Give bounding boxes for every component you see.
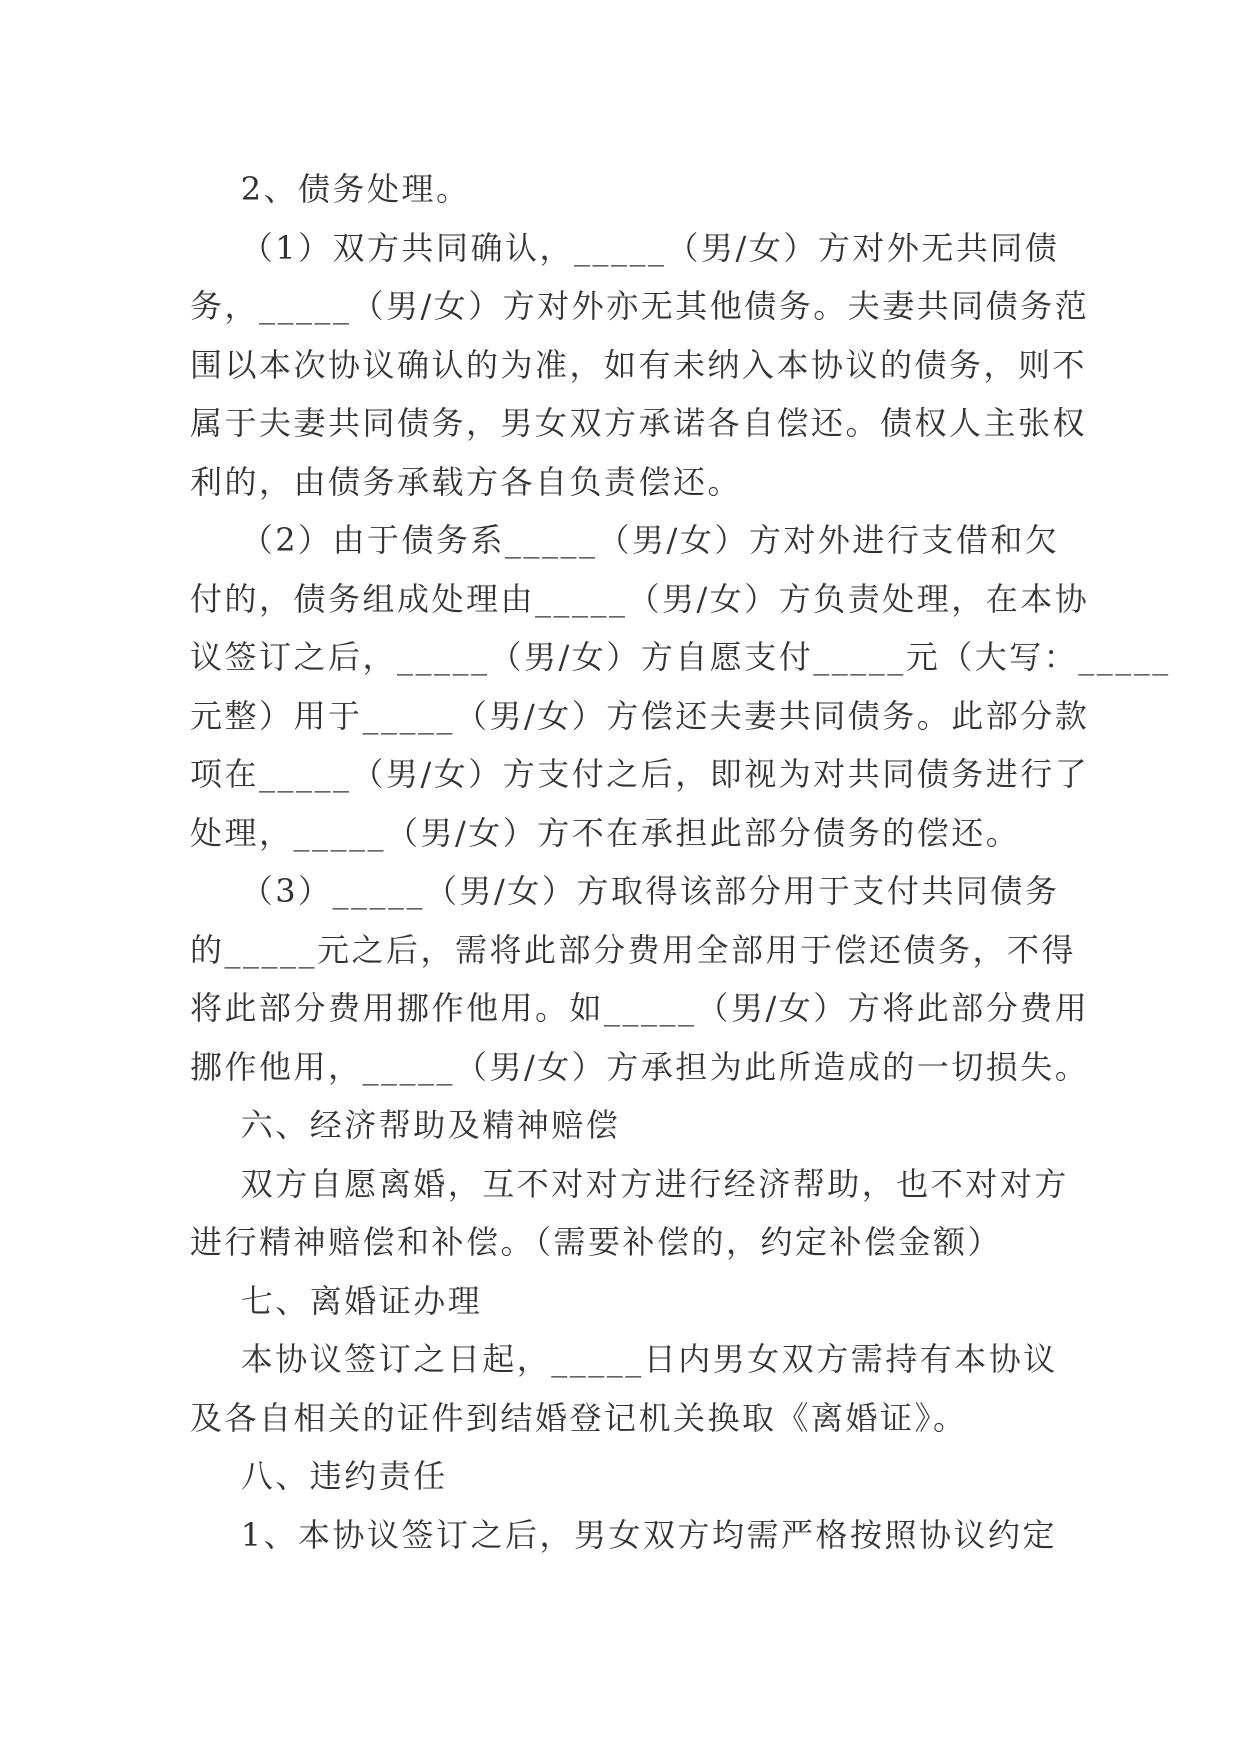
text-line: （3）_____（男/女）方取得该部分用于支付共同债务 [190, 872, 1060, 910]
text-line: 进行精神赔偿和补偿。（需要补偿的，约定补偿金额） [190, 1223, 1003, 1261]
text-line: 利的，由债务承载方各自负责偿还。 [190, 462, 743, 501]
text-line: 及各自相关的证件到结婚登记机关换取《离婚证》。 [190, 1398, 968, 1437]
text-line: 挪作他用，_____（男/女）方承担为此所造成的一切损失。 [190, 1047, 1090, 1086]
text-line: 本协议签订之日起，_____日内男女双方需持有本协议 [190, 1340, 1058, 1378]
section-heading: 七、离婚证办理 [190, 1281, 483, 1320]
text-line: 1、本协议签订之后，男女双方均需严格按照协议约定 [190, 1515, 1058, 1554]
section-heading: 八、违约责任 [190, 1457, 448, 1495]
text-line: 2、债务处理。 [190, 170, 471, 208]
text-line: 围以本次协议确认的为准，如有未纳入本协议的债务，则不 [190, 345, 1088, 384]
document-body [190, 160, 1171, 1564]
text-line: 务，_____（男/女）方对外亦无其他债务。夫妻共同债务范 [190, 287, 1090, 325]
text-line: 项在_____（男/女）方支付之后，即视为对共同债务进行了 [190, 755, 1090, 793]
text-line: （2）由于债务系_____（男/女）方对外进行支借和欠 [190, 521, 1060, 559]
text-line: （1）双方共同确认，_____（男/女）方对外无共同债 [190, 228, 1060, 267]
text-line: 付的，债务组成处理由_____（男/女）方负责处理，在本协 [190, 579, 1090, 618]
text-line: 元整）用于_____（男/女）方偿还夫妻共同债务。此部分款 [190, 696, 1090, 735]
text-line: 的_____元之后，需将此部分费用全部用于偿还债务，不得 [190, 930, 1077, 969]
section-heading: 六、经济帮助及精神赔偿 [190, 1106, 621, 1144]
text-line: 处理，_____（男/女）方不在承担此部分债务的偿还。 [190, 813, 1021, 852]
text-line: 双方自愿离婚，互不对对方进行经济帮助，也不对对方 [190, 1164, 1069, 1203]
text-line: 议签订之后，_____（男/女）方自愿支付_____元（大写：_____ [190, 638, 1171, 676]
text-line: 将此部分费用挪作他用。如_____（男/女）方将此部分费用 [190, 989, 1090, 1027]
text-line: 属于夫妻共同债务，男女双方承诺各自偿还。债权人主张权 [190, 404, 1088, 442]
